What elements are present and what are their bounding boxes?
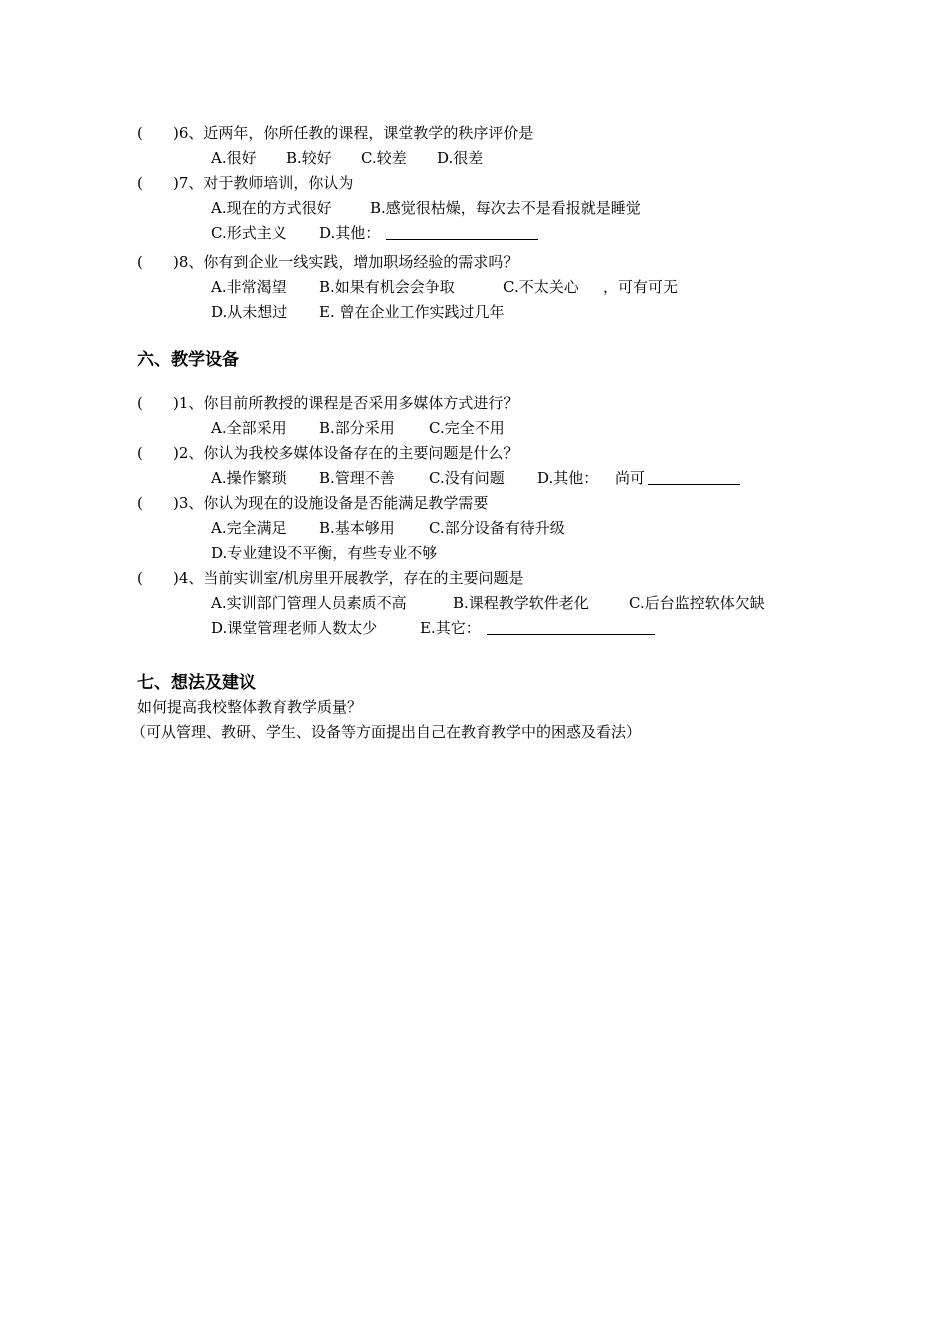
- question-text: )7、对于教师培训，你认为: [173, 174, 354, 192]
- answer-paren: (: [137, 174, 143, 192]
- answer-paren: (: [137, 394, 143, 412]
- option-c: C.完全不用: [429, 419, 505, 437]
- option-a: A.非常渴望: [211, 278, 287, 296]
- question-text: )2、你认为我校多媒体设备存在的主要问题是什么？: [173, 444, 519, 462]
- question-6: [137, 123, 533, 143]
- suggestion-question: 如何提高我校整体教育教学质量？: [137, 698, 363, 716]
- option-d: D.其他：: [319, 224, 381, 242]
- option-a: A.全部采用: [211, 419, 287, 437]
- option-d: D.从未想过: [211, 303, 288, 321]
- option-b: B.部分采用: [319, 419, 395, 437]
- option-b: B.较好: [286, 149, 332, 167]
- option-b: B.基本够用: [319, 519, 395, 537]
- option-b: B.管理不善: [319, 469, 395, 487]
- suggestion-hint: （可从管理、教研、学生、设备等方面提出自己在教育教学中的困惑及看法）: [131, 723, 642, 741]
- fill-blank[interactable]: [487, 620, 655, 635]
- option-a: A.操作繁琐: [211, 469, 287, 487]
- question-text: )1、你目前所教授的课程是否采用多媒体方式进行？: [173, 394, 519, 412]
- section-heading: 六、教学设备: [137, 350, 239, 370]
- option-c: C.形式主义: [211, 224, 287, 242]
- section6-question-4: [137, 568, 523, 588]
- question-text: )4、当前实训室/机房里开展教学，存在的主要问题是: [173, 569, 524, 587]
- question-text: )8、你有到企业一线实践，增加职场经验的需求吗？: [173, 253, 519, 271]
- option-b: B.课程教学软件老化: [453, 594, 589, 612]
- question-7: [137, 173, 353, 193]
- option-d: D.很差: [437, 149, 484, 167]
- option-b: B.感觉很枯燥，每次去不是看报就是睡觉: [370, 199, 641, 217]
- option-e: E. 曾在企业工作实践过几年: [319, 303, 505, 321]
- option-c-extra: ，可有可无: [603, 278, 679, 296]
- option-d: D.专业建设不平衡，有些专业不够: [211, 544, 438, 562]
- option-a: A.现在的方式很好: [211, 199, 332, 217]
- option-e: E.其它：: [420, 619, 481, 637]
- question-8: [137, 252, 518, 272]
- fill-blank[interactable]: [386, 225, 538, 240]
- answer-paren: (: [137, 569, 143, 587]
- question-text: )3、你认为现在的设施设备是否能满足教学需要: [173, 494, 489, 512]
- section6-question-2: [137, 443, 518, 463]
- option-b: B.如果有机会会争取: [319, 278, 455, 296]
- option-d: D.课堂管理老师人数太少: [211, 619, 378, 637]
- option-c: C.后台监控软体欠缺: [629, 594, 765, 612]
- question-text: )6、近两年，你所任教的课程，课堂教学的秩序评价是: [173, 124, 534, 142]
- section-heading: 七、想法及建议: [137, 673, 256, 693]
- answer-paren: (: [137, 494, 143, 512]
- option-a: A.完全满足: [211, 519, 287, 537]
- option-c: C.较差: [361, 149, 407, 167]
- section6-question-3: [137, 493, 488, 513]
- option-d-answer: 尚可: [615, 469, 646, 487]
- fill-blank[interactable]: [648, 470, 740, 485]
- option-c: C.不太关心: [503, 278, 579, 296]
- option-d: D.其他：: [537, 469, 599, 487]
- answer-paren: (: [137, 124, 143, 142]
- answer-paren: (: [137, 253, 143, 271]
- option-c: C.部分设备有待升级: [429, 519, 565, 537]
- option-c: C.没有问题: [429, 469, 505, 487]
- option-a: A.实训部门管理人员素质不高: [211, 594, 407, 612]
- answer-paren: (: [137, 444, 143, 462]
- section6-question-1: [137, 393, 518, 413]
- option-a: A.很好: [211, 149, 257, 167]
